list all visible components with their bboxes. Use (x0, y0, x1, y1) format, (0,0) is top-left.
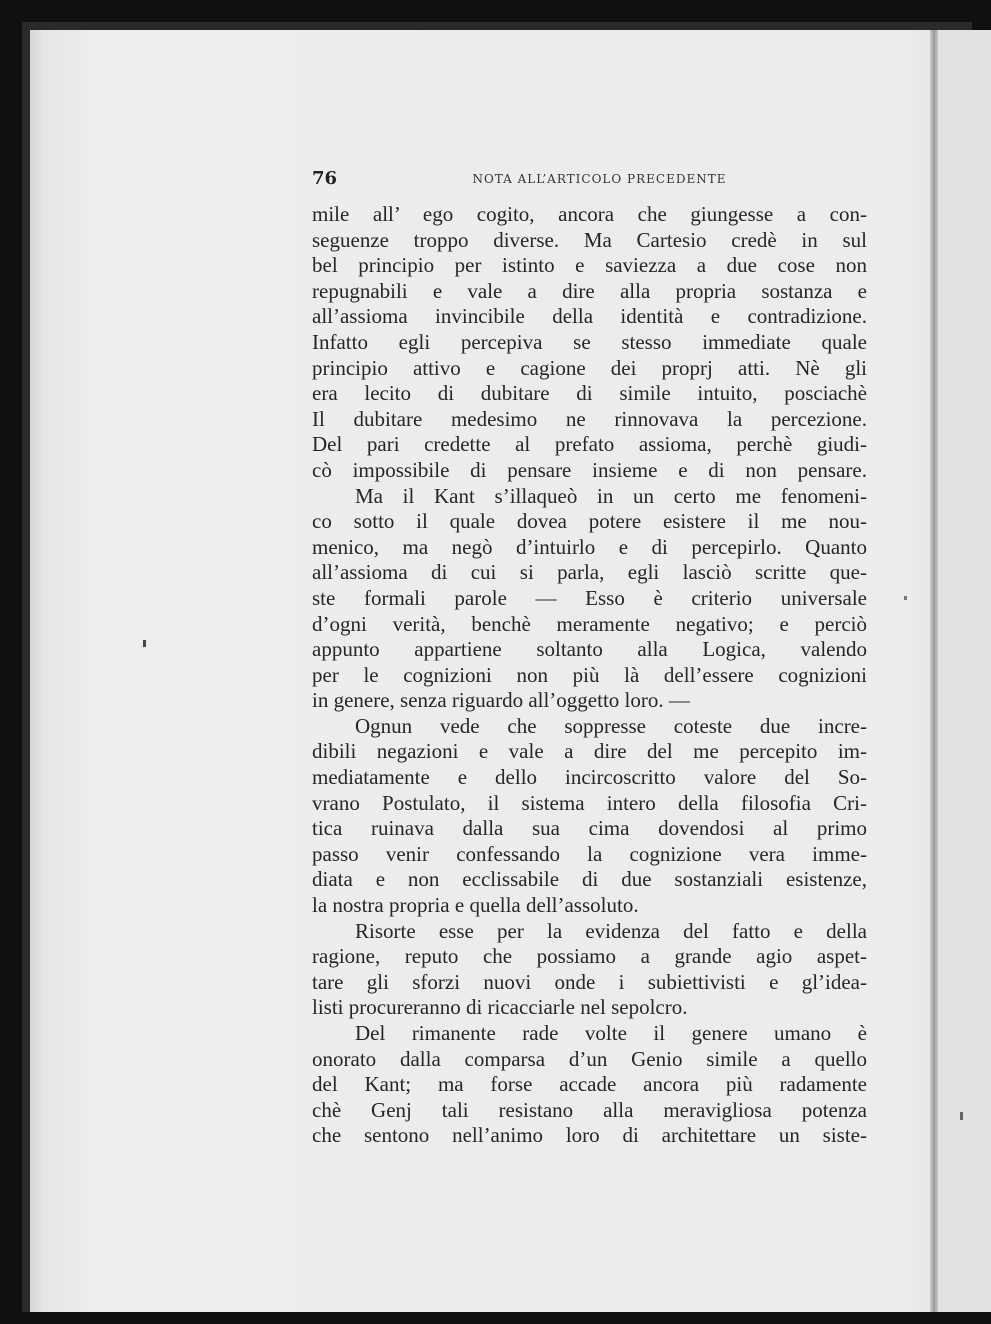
text-line: Infatto egli percepiva se stesso immediate quale (312, 329, 867, 354)
text-line: tare gli sforzi nuovi onde i subiettivisti e gl’idea- (312, 969, 867, 994)
text-line: cò impossibile di pensare insieme e di non pensare. (312, 457, 867, 482)
text-line: vrano Postulato, il sistema intero della filosofia Cri- (312, 790, 867, 815)
running-title: NOTA ALL’ARTICOLO PRECEDENTE (472, 172, 727, 186)
text-line: mile all’ ego cogito, ancora che giungesse a con- (312, 202, 867, 226)
text-line: Il dubitare medesimo ne rinnovava la percezione. (312, 406, 867, 431)
text-line: repugnabili e vale a dire alla propria sostanza e (312, 278, 867, 303)
text-line: del Kant; ma forse accade ancora più radamente (312, 1072, 867, 1097)
next-page-edge (938, 30, 991, 1312)
text-line: mediatamente e dello incircoscritto valore del So- (312, 765, 867, 790)
text-line: chè Genj tali resistano alla meravigliosa potenza (312, 1097, 867, 1122)
text-line: tica ruinava dalla sua cima dovendosi al primo (312, 816, 867, 841)
text-line: Ma il Kant s’illaqueò in un certo me fenomeni- (355, 483, 867, 508)
text-line: Risorte esse per la evidenza del fatto e della (355, 918, 867, 943)
text-line: la nostra propria e quella dell’assoluto. (312, 893, 639, 918)
text-line: in genere, senza riguardo all’oggetto loro. — (312, 688, 690, 713)
text-line: che sentono nell’animo loro di architettare un siste- (312, 1123, 867, 1148)
text-line: all’assioma invincibile della identità e contradizione. (312, 304, 867, 329)
text-line: seguenze troppo diverse. Ma Cartesio credè in sul (312, 227, 867, 252)
text-line: dibili negazioni e vale a dire del me percepito im- (312, 739, 867, 764)
text-line: all’assioma di cui si parla, egli lasciò scritte que- (312, 560, 867, 585)
text-line: ste formali parole — Esso è criterio universale (312, 585, 867, 610)
body-text (312, 202, 867, 1149)
text-line: d’ogni verità, benchè meramente negativo; e perciò (312, 611, 867, 636)
text-line: Del pari credette al prefato assioma, perchè giudi- (312, 432, 867, 457)
text-line: listi procureranno di ricacciarle nel sepolcro. (312, 995, 688, 1020)
text-line: co sotto il quale dovea potere esistere il me nou- (312, 509, 867, 534)
margin-speck (960, 1112, 963, 1120)
text-line: menico, ma negò d’intuirlo e di percepirlo. Quanto (312, 534, 867, 559)
text-line: per le cognizioni non più là dell’essere cognizioni (312, 662, 867, 687)
text-line: onorato dalla comparsa d’un Genio simile a quello (312, 1046, 867, 1071)
text-line: Ognun vede che soppresse coteste due incre- (355, 713, 867, 738)
text-line: appunto appartiene soltanto alla Logica, valendo (312, 637, 867, 662)
text-line: bel principio per istinto e saviezza a due cose non (312, 253, 867, 278)
margin-speck (904, 596, 907, 600)
text-line: diata e non ecclissabile di due sostanziali esistenze, (312, 867, 867, 892)
running-head (312, 166, 867, 194)
page-number: 76 (312, 168, 338, 189)
text-line: ragione, reputo che possiamo a grande agio aspet- (312, 944, 867, 969)
text-line: era lecito di dubitare di simile intuito, posciachè (312, 381, 867, 406)
margin-speck (143, 640, 146, 647)
text-line: Del rimanente rade volte il genere umano è (355, 1021, 867, 1045)
text-line: principio attivo e cagione dei proprj atti. Nè gli (312, 355, 867, 380)
text-line: passo venir confessando la cognizione vera imme- (312, 841, 867, 866)
page-fold (930, 30, 938, 1312)
